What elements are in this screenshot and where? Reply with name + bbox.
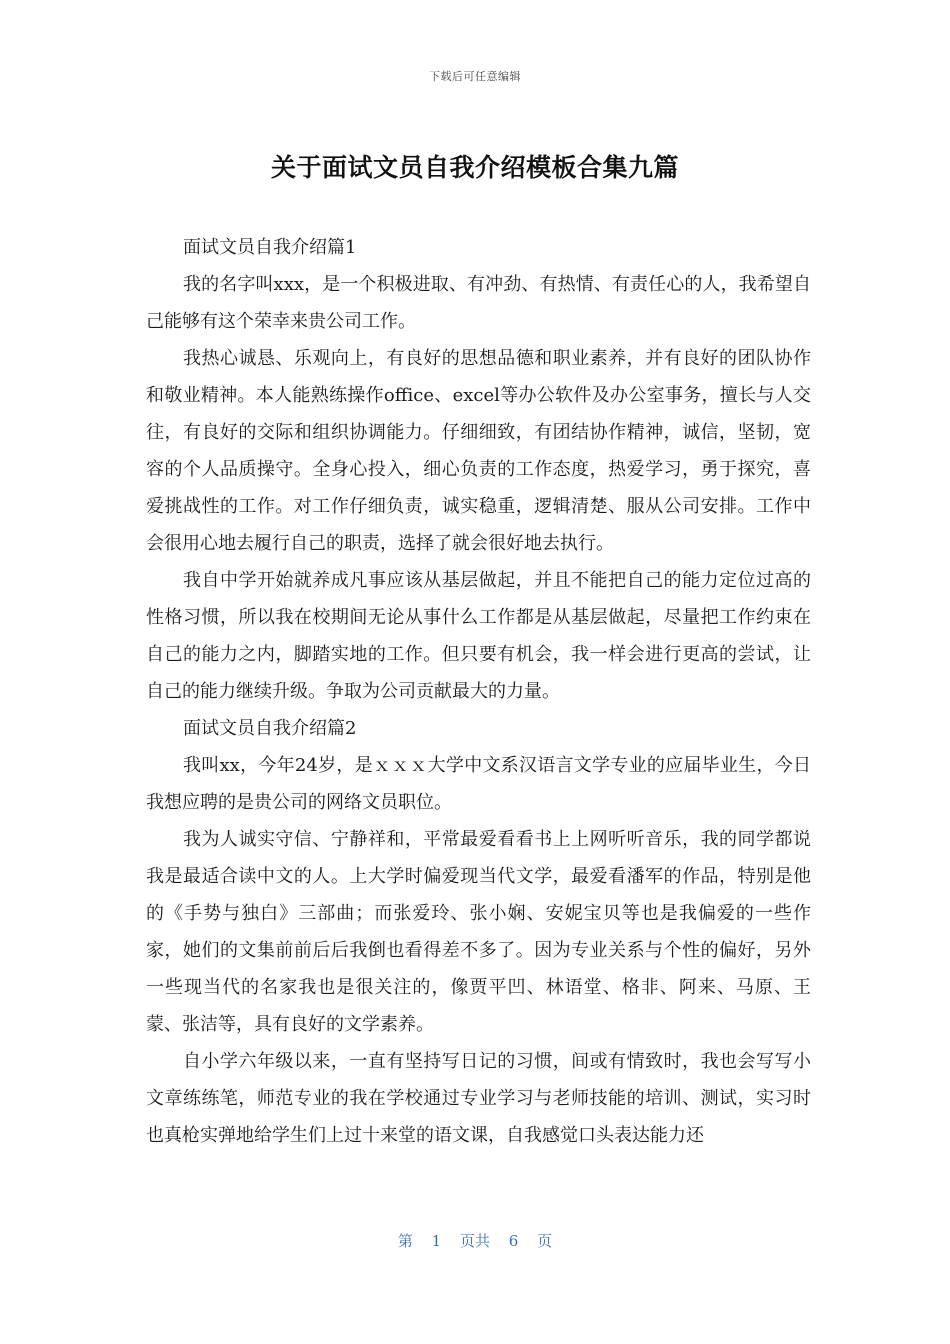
page-header-note: 下载后可任意编辑 bbox=[429, 70, 521, 83]
page-number-footer: 第 1 页共 6 页 bbox=[397, 1232, 553, 1250]
body-paragraph: 我为人诚实守信、宁静祥和，平常最爱看看书上上网听听音乐，我的同学都说我是最适合读中文的人。上大学时偏爱现当代文学，最爱看潘军的作品，特别是他的《手势与独白》三部曲；而张爱玲、张小娴、安妮宝贝等也是我偏爱的一些作家，她们的文集前前后后我倒也看得差不多了。因为专业关系与个性的偏好，另外一些现当代的名家我也是很关注的，像贾平凹、林语堂、格非、阿来、马原、王蒙、张洁等，具有良好的文学素养。 bbox=[146, 829, 811, 1035]
body-paragraph: 自小学六年级以来，一直有坚持写日记的习惯，间或有情致时，我也会写写小文章练练笔，师范专业的我在学校通过专业学习与老师技能的培训、测试，实习时也真枪实弹地给学生们上过十来堂的语文课，自我感觉口头表达能力还 bbox=[146, 1051, 811, 1146]
body-paragraph: 我叫xx，今年24岁，是ｘｘｘ大学中文系汉语言文学专业的应届毕业生，今日我想应聘的是贵公司的网络文员职位。 bbox=[146, 755, 811, 813]
body-paragraph: 我自中学开始就养成凡事应该从基层做起，并且不能把自己的能力定位过高的性格习惯，所以我在校期间无论从事什么工作都是从基层做起，尽量把工作约束在自己的能力之内，脚踏实地的工作。但只要有机会，我一样会进行更高的尝试，让自己的能力继续升级。争取为公司贡献最大的力量。 bbox=[146, 570, 811, 702]
body-paragraph: 我热心诚恳、乐观向上，有良好的思想品德和职业素养，并有良好的团队协作和敬业精神。本人能熟练操作office、excel等办公软件及办公室事务，擅长与人交往，有良好的交际和组织协调能力。仔细细致，有团结协作精神，诚信，坚韧，宽容的个人品质操守。全身心投入，细心负责的工作态度，热爱学习，勇于探究，喜爱挑战性的工作。对工作仔细负责，诚实稳重，逻辑清楚、服从公司安排。工作中会很用心地去履行自己的职责，选择了就会很好地去执行。 bbox=[146, 348, 811, 554]
body-paragraph: 我的名字叫xxx，是一个积极进取、有冲劲、有热情、有责任心的人，我希望自己能够有这个荣幸来贵公司工作。 bbox=[146, 274, 811, 332]
document-title: 关于面试文员自我介绍模板合集九篇 bbox=[270, 153, 679, 182]
section-heading: 面试文员自我介绍篇2 bbox=[183, 718, 357, 739]
section-heading: 面试文员自我介绍篇1 bbox=[183, 237, 357, 258]
document-body bbox=[146, 229, 811, 1154]
